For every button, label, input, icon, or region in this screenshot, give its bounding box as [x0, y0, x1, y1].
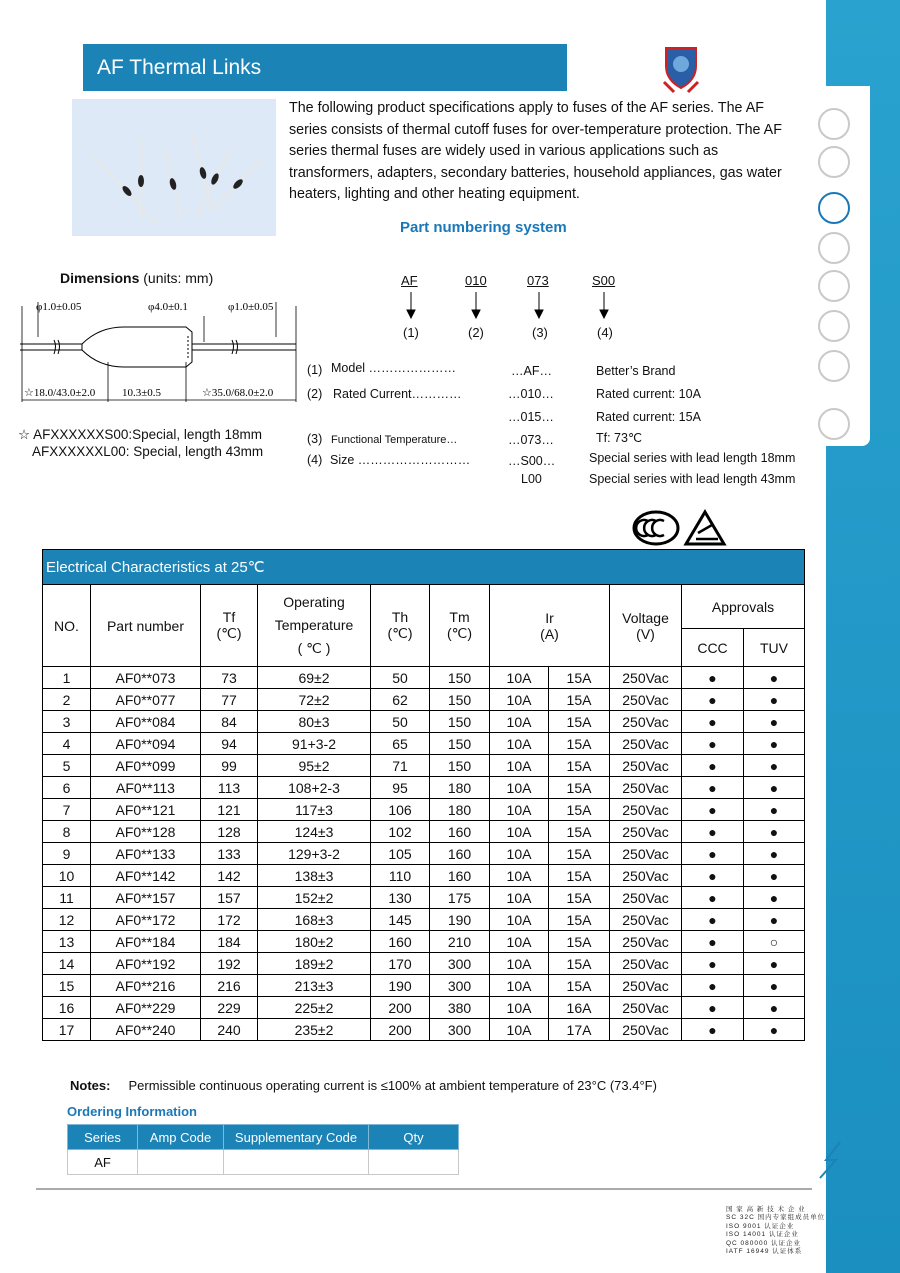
table-cell: ●	[744, 843, 805, 865]
col-tuv: TUV	[744, 629, 805, 667]
table-cell: AF0**172	[91, 909, 201, 931]
table-row	[43, 777, 805, 799]
lead-diameter-right: φ1.0±0.05	[228, 301, 274, 313]
col-tm: Tm (℃)	[430, 585, 490, 667]
table-cell: 50	[371, 667, 430, 689]
table-cell: 12	[43, 909, 91, 931]
table-cell: 80±3	[258, 711, 371, 733]
pn-code-3: 073	[527, 273, 549, 288]
table-cell: 250Vac	[610, 711, 682, 733]
col-ccc: CCC	[682, 629, 744, 667]
table-cell: ●	[682, 667, 744, 689]
col-approvals: Approvals	[682, 585, 805, 629]
table-cell: 142	[201, 865, 258, 887]
table-cell: 69±2	[258, 667, 371, 689]
coil-icon[interactable]	[818, 350, 850, 382]
table-cell: 1	[43, 667, 91, 689]
table-cell: 175	[430, 887, 490, 909]
table-row	[43, 689, 805, 711]
table-cell: 168±3	[258, 909, 371, 931]
table-cell: 250Vac	[610, 975, 682, 997]
table-cell: ●	[744, 975, 805, 997]
table-cell: 128	[201, 821, 258, 843]
table-cell: 50	[371, 711, 430, 733]
pn-row-2-desc: Rated current: 10A	[596, 387, 701, 401]
table-cell: 145	[371, 909, 430, 931]
table-cell: 10A	[490, 887, 549, 909]
table-cell: 124±3	[258, 821, 371, 843]
ccc-mark-icon	[634, 512, 678, 544]
table-row	[43, 733, 805, 755]
table-cell: 250Vac	[610, 953, 682, 975]
col-tf: Tf (℃)	[201, 585, 258, 667]
table-cell: 300	[430, 953, 490, 975]
table-cell: 15A	[549, 821, 610, 843]
dimensions-units: (units: mm)	[143, 270, 214, 286]
table-cell: 95	[371, 777, 430, 799]
table-cell: 11	[43, 887, 91, 909]
table-cell: 16A	[549, 997, 610, 1019]
table-cell: 10A	[490, 689, 549, 711]
pn-code-2: 010	[465, 273, 487, 288]
tuv-mark-icon	[686, 512, 724, 544]
table-cell: 10A	[490, 821, 549, 843]
table-cell: ●	[682, 887, 744, 909]
table-cell: ●	[682, 821, 744, 843]
table-cell: 4	[43, 733, 91, 755]
table-cell: 380	[430, 997, 490, 1019]
ordering-table	[67, 1124, 459, 1175]
table-cell: 15A	[549, 975, 610, 997]
table-row	[43, 843, 805, 865]
table-cell: 192	[201, 953, 258, 975]
part-numbering-title: Part numbering system	[400, 219, 567, 236]
table-cell: ●	[682, 799, 744, 821]
table-cell: 2	[43, 689, 91, 711]
fuse-icon[interactable]	[818, 192, 850, 224]
table-cell: AF0**128	[91, 821, 201, 843]
table-cell: 200	[371, 997, 430, 1019]
table-row	[43, 667, 805, 689]
pn-row-3-code: …015…	[508, 410, 554, 424]
table-cell: 184	[201, 931, 258, 953]
table-row	[43, 1019, 805, 1041]
table-cell: 16	[43, 997, 91, 1019]
table-cell: 73	[201, 667, 258, 689]
table-cell: 6	[43, 777, 91, 799]
table-cell: 150	[430, 689, 490, 711]
table-cell: ●	[744, 909, 805, 931]
table-cell: 300	[430, 975, 490, 997]
dimension-note-1: ☆ AFXXXXXXS00:Special, length 18mm	[18, 427, 262, 442]
ordering-qty-value	[369, 1150, 459, 1175]
table-cell: 99	[201, 755, 258, 777]
table-cell: 106	[371, 799, 430, 821]
table-cell: 250Vac	[610, 799, 682, 821]
table-cell: 250Vac	[610, 777, 682, 799]
side-icon-panel	[804, 86, 870, 446]
table-cell: 172	[201, 909, 258, 931]
table-cell: 95±2	[258, 755, 371, 777]
table-cell: 10A	[490, 755, 549, 777]
table-cell: 10	[43, 865, 91, 887]
table-cell: AF0**133	[91, 843, 201, 865]
notes-label: Notes:	[70, 1078, 111, 1093]
table-cell: 13	[43, 931, 91, 953]
table-cell: 15A	[549, 887, 610, 909]
table-cell: AF0**077	[91, 689, 201, 711]
table-row	[43, 909, 805, 931]
table-row	[43, 997, 805, 1019]
pn-arrows	[400, 290, 620, 320]
table-row	[43, 887, 805, 909]
tool-icon[interactable]	[818, 108, 850, 140]
table-cell: 102	[371, 821, 430, 843]
table-cell: ●	[682, 843, 744, 865]
pn-row-5-desc: Special series with lead length 18mm	[589, 451, 796, 465]
table-cell: AF0**094	[91, 733, 201, 755]
col-voltage: Voltage (V)	[610, 585, 682, 667]
table-cell: AF0**142	[91, 865, 201, 887]
table-cell: 15A	[549, 953, 610, 975]
table-cell: 250Vac	[610, 733, 682, 755]
table-cell: 108+2-3	[258, 777, 371, 799]
cert-line: SC 32C 国内专家组成员单位	[726, 1214, 826, 1222]
pn-row-5-code: …S00…	[508, 454, 556, 468]
table-cell: 10A	[490, 733, 549, 755]
table-cell: ●	[744, 997, 805, 1019]
table-cell: 250Vac	[610, 931, 682, 953]
lead-length-left: ☆18.0/43.0±2.0	[24, 387, 96, 399]
ordering-col-amp-code: Amp Code	[138, 1125, 224, 1150]
table-cell: 10A	[490, 667, 549, 689]
table-cell: 152±2	[258, 887, 371, 909]
table-cell: 72±2	[258, 689, 371, 711]
table-cell: 216	[201, 975, 258, 997]
table-cell: ●	[744, 887, 805, 909]
table-cell: ●	[682, 865, 744, 887]
pn-row-6-desc: Special series with lead length 43mm	[589, 472, 796, 486]
table-cell: 189±2	[258, 953, 371, 975]
table-cell: 15A	[549, 755, 610, 777]
pn-row-2-label: Rated Current…………	[333, 387, 462, 401]
table-row	[43, 821, 805, 843]
cert-line: IATF 16949 认证体系	[726, 1248, 803, 1256]
table-cell: 160	[430, 843, 490, 865]
pn-row-4-code: …073…	[508, 433, 554, 447]
table-cell: 190	[430, 909, 490, 931]
cert-line: ISO 14001 认证企业	[726, 1231, 799, 1239]
table-cell: ●	[744, 689, 805, 711]
table-cell: 15A	[549, 843, 610, 865]
pn-row-1-desc: Better’s Brand	[596, 364, 676, 378]
table-cell: 250Vac	[610, 1019, 682, 1041]
table-cell: 160	[430, 821, 490, 843]
table-cell: 17	[43, 1019, 91, 1041]
pn-row-2-num: (2)	[307, 387, 323, 401]
table-cell: 10A	[490, 953, 549, 975]
table-cell: 170	[371, 953, 430, 975]
plug-icon[interactable]	[818, 270, 850, 302]
col-no: NO.	[43, 585, 91, 667]
table-cell: 17A	[549, 1019, 610, 1041]
table-cell: 213±3	[258, 975, 371, 997]
table-cell: ●	[682, 953, 744, 975]
table-cell: 250Vac	[610, 997, 682, 1019]
table-cell: 200	[371, 1019, 430, 1041]
table-cell: 7	[43, 799, 91, 821]
dimension-drawing	[14, 292, 304, 412]
table-cell: 240	[201, 1019, 258, 1041]
table-cell: ●	[682, 711, 744, 733]
col-operating-temp: Operating Temperature ( ℃ )	[258, 585, 371, 667]
col-th: Th (℃)	[371, 585, 430, 667]
table-cell: 15A	[549, 777, 610, 799]
body-diameter: φ4.0±0.1	[148, 301, 188, 313]
book-icon[interactable]	[818, 146, 850, 178]
table-cell: ●	[682, 1019, 744, 1041]
table-cell: 10A	[490, 799, 549, 821]
table-cell: AF0**084	[91, 711, 201, 733]
company-logo	[660, 42, 702, 94]
hand-icon[interactable]	[818, 232, 850, 264]
table-cell: 225±2	[258, 997, 371, 1019]
dimensions-label: Dimensions	[60, 270, 140, 286]
col-part-number: Part number	[91, 585, 201, 667]
table-cell: 235±2	[258, 1019, 371, 1041]
table-cell: AF0**216	[91, 975, 201, 997]
pn-row-1-num: (1)	[307, 363, 323, 377]
table-cell: 150	[430, 711, 490, 733]
table-cell: ●	[682, 689, 744, 711]
table-cell: AF0**157	[91, 887, 201, 909]
pn-index-2: (2)	[468, 325, 484, 340]
cert-line: QC 080000 认证企业	[726, 1239, 802, 1247]
table-cell: 71	[371, 755, 430, 777]
cert-line: ISO 9001 认证企业	[726, 1222, 795, 1230]
table-cell: 15A	[549, 931, 610, 953]
table-cell: AF0**121	[91, 799, 201, 821]
globe-icon[interactable]	[818, 408, 850, 440]
lead-diameter-left: φ1.0±0.05	[36, 301, 82, 313]
table-cell: 229	[201, 997, 258, 1019]
table-cell: 10A	[490, 777, 549, 799]
notes	[70, 1078, 657, 1093]
ordering-col-qty: Qty	[369, 1125, 459, 1150]
table-cell: AF0**229	[91, 997, 201, 1019]
lightning-icon	[812, 1140, 852, 1180]
pn-code-4: S00	[592, 273, 616, 288]
pn-row-2-code: …010…	[508, 387, 554, 401]
table-cell: 250Vac	[610, 843, 682, 865]
table-cell: 10A	[490, 843, 549, 865]
table-cell: 15A	[549, 865, 610, 887]
table-cell: 15A	[549, 909, 610, 931]
table-cell: ●	[744, 953, 805, 975]
table-cell: ●	[744, 865, 805, 887]
pn-row-5-num: (4)	[307, 453, 323, 467]
col-ir: Ir (A)	[490, 585, 610, 667]
table-cell: 94	[201, 733, 258, 755]
electrical-characteristics-table	[42, 549, 805, 1041]
table-cell: 10A	[490, 1019, 549, 1041]
pn-row-6-code: L00	[521, 472, 542, 486]
ordering-title: Ordering Information	[67, 1104, 197, 1119]
table-cell: ●	[744, 667, 805, 689]
footer-divider	[36, 1188, 812, 1190]
pn-index-3: (3)	[532, 325, 548, 340]
table-row	[43, 931, 805, 953]
pn-index-1: (1)	[403, 325, 419, 340]
pn-row-1-code: …AF…	[511, 364, 552, 378]
table-cell: ●	[682, 777, 744, 799]
table-cell: 15A	[549, 667, 610, 689]
table-cell: 10A	[490, 997, 549, 1019]
page-title: AF Thermal Links	[83, 44, 567, 91]
table-cell: ●	[682, 997, 744, 1019]
table-cell: 10A	[490, 931, 549, 953]
table-cell: 157	[201, 887, 258, 909]
table-cell: 130	[371, 887, 430, 909]
table-cell: 150	[430, 667, 490, 689]
table-cell: 160	[371, 931, 430, 953]
notes-text: Permissible continuous operating current is ≤100% at ambient temperature of 23°C (73.4°F)	[128, 1078, 657, 1093]
table-cell: ●	[744, 799, 805, 821]
ordering-series-value: AF	[68, 1150, 138, 1175]
table-cell: 250Vac	[610, 865, 682, 887]
pn-row-4-num: (3)	[307, 432, 323, 446]
table-cell: 14	[43, 953, 91, 975]
table-cell: 113	[201, 777, 258, 799]
intro-paragraph: The following product specifications apply to fuses of the AF series. The AF series consists of thermal cutoff fuses for over-temperature protection. The AF series thermal fuses are widely used in various applications such as transformers, adapters, secondary batteries, household appliances, gas water heaters, lighting and other heating equipment.	[289, 100, 782, 202]
ordering-supplementary-code-value	[224, 1150, 369, 1175]
lead-length-right: ☆35.0/68.0±2.0	[202, 387, 274, 399]
table-cell: 10A	[490, 865, 549, 887]
table-cell: AF0**192	[91, 953, 201, 975]
table-cell: 300	[430, 1019, 490, 1041]
certification-marks	[632, 509, 728, 549]
table-cell: ●	[682, 755, 744, 777]
table-cell: 250Vac	[610, 667, 682, 689]
table-cell: 9	[43, 843, 91, 865]
table-cell: AF0**184	[91, 931, 201, 953]
table-cell: 190	[371, 975, 430, 997]
table-cell: ●	[744, 711, 805, 733]
table-cell: AF0**113	[91, 777, 201, 799]
table-cell: ●	[744, 733, 805, 755]
flame-icon[interactable]	[818, 310, 850, 342]
table-cell: AF0**073	[91, 667, 201, 689]
table-row	[43, 975, 805, 997]
table-cell: ●	[682, 931, 744, 953]
pn-row-5-label: Size ………………………	[330, 453, 471, 467]
table-cell: 138±3	[258, 865, 371, 887]
table-cell: 150	[430, 733, 490, 755]
dimensions-title	[60, 270, 213, 286]
table-cell: AF0**099	[91, 755, 201, 777]
table-cell: 91+3-2	[258, 733, 371, 755]
table-cell: ●	[744, 1019, 805, 1041]
pn-index-4: (4)	[597, 325, 613, 340]
table-cell: 180±2	[258, 931, 371, 953]
table-cell: 180	[430, 799, 490, 821]
table-cell: AF0**240	[91, 1019, 201, 1041]
table-cell: 10A	[490, 909, 549, 931]
table-cell: 250Vac	[610, 909, 682, 931]
cert-line: 国 家 高 新 技 术 企 业	[726, 1206, 806, 1213]
table-cell: 15	[43, 975, 91, 997]
table-cell: 8	[43, 821, 91, 843]
table-cell: 15A	[549, 689, 610, 711]
certification-list	[726, 1206, 825, 1256]
pn-row-4-desc: Tf: 73℃	[596, 431, 642, 445]
table-cell: 84	[201, 711, 258, 733]
table-cell: 15A	[549, 733, 610, 755]
table-cell: 250Vac	[610, 689, 682, 711]
table-cell: 110	[371, 865, 430, 887]
pn-row-3-desc: Rated current: 15A	[596, 410, 701, 424]
body-length: 10.3±0.5	[122, 387, 162, 399]
table-cell: 129+3-2	[258, 843, 371, 865]
table-cell: 62	[371, 689, 430, 711]
table-cell: ●	[682, 733, 744, 755]
table-cell: 150	[430, 755, 490, 777]
table-cell: 160	[430, 865, 490, 887]
table-cell: 121	[201, 799, 258, 821]
pn-row-1-label: Model …………………	[331, 361, 457, 375]
table-cell: 180	[430, 777, 490, 799]
table-cell: 250Vac	[610, 821, 682, 843]
table-cell: 10A	[490, 975, 549, 997]
table-caption: Electrical Characteristics at 25℃	[43, 550, 805, 585]
table-cell: ●	[744, 777, 805, 799]
table-cell: 105	[371, 843, 430, 865]
product-photo	[72, 99, 276, 236]
table-cell: 77	[201, 689, 258, 711]
table-cell: 65	[371, 733, 430, 755]
table-cell: 250Vac	[610, 887, 682, 909]
table-cell: 5	[43, 755, 91, 777]
table-cell: 10A	[490, 711, 549, 733]
table-cell: 15A	[549, 799, 610, 821]
table-cell: ●	[744, 821, 805, 843]
table-row	[43, 755, 805, 777]
table-cell: ●	[744, 755, 805, 777]
ordering-col-series: Series	[68, 1125, 138, 1150]
table-cell: ●	[682, 975, 744, 997]
table-cell: 117±3	[258, 799, 371, 821]
table-row	[43, 799, 805, 821]
table-cell: 250Vac	[610, 755, 682, 777]
table-cell: ○	[744, 931, 805, 953]
table-cell: 133	[201, 843, 258, 865]
table-row	[43, 865, 805, 887]
ordering-col-supplementary-code: Supplementary Code	[224, 1125, 369, 1150]
table-row	[43, 953, 805, 975]
pn-row-4-label: Functional Temperature…	[331, 434, 458, 446]
dimension-note-2: AFXXXXXXL00: Special, length 43mm	[32, 444, 264, 459]
table-cell: 15A	[549, 711, 610, 733]
table-row	[43, 711, 805, 733]
pn-code-1: AF	[401, 273, 418, 288]
table-cell: 210	[430, 931, 490, 953]
ordering-amp-code-value	[138, 1150, 224, 1175]
table-cell: ●	[682, 909, 744, 931]
table-cell: 3	[43, 711, 91, 733]
